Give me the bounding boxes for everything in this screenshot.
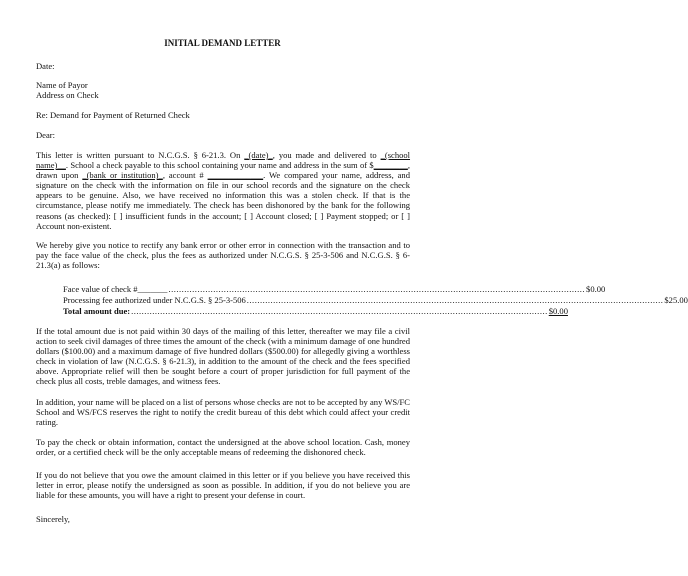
fee-label: Processing fee authorized under N.C.G.S. § 25-3-506 (63, 295, 246, 305)
bank-field: _(bank or institution)_ (82, 170, 163, 181)
p1-text-1: This letter is written pursuant to N.C.G.S. § 6-21.3. On (36, 150, 245, 160)
letter-title: INITIAL DEMAND LETTER (164, 38, 281, 48)
fee-label: Face value of check #_______ (63, 284, 168, 294)
account-number-field: _____________ (207, 170, 264, 181)
closing: Sincerely, (36, 514, 70, 524)
payor-address: Address on Check (36, 90, 99, 100)
p1-text-3: . School a check payable to this school containing your name and address in the sum of $ (65, 160, 374, 171)
date-line: Date: (36, 61, 55, 71)
p1-text-6: . We compared your name, address, and signature on the check with the information on file in our school records and the signature on the check appears to be genuine. Also, we have received no information this was a stolen check. If that is the circumstance, please notify me immediately. The check has been dishonored by the bank for the following reasons (as checked): [ ] insufficient funds in the account; [ ] Account closed; [ ] Payment stopped; or [ ] Account non-existent. (36, 170, 410, 231)
school-name-field: _(school name)__ (36, 150, 411, 171)
fee-row-total (63, 306, 568, 316)
date-field: _(date)_ (244, 150, 273, 160)
fee-amount: $0.00 (548, 306, 568, 316)
fee-leader-dots: .............................................................................................................................................................. (246, 295, 664, 305)
paragraph-payment-info: To pay the check or obtain information, contact the undersigned at the above school location. Cash, money order, or a certified check will be the only acceptable means of redeeming the dishonored check. (36, 437, 410, 458)
fee-leader-dots: .............................................................................................................................................................. (131, 306, 548, 316)
check-sum-field: ________ (373, 160, 408, 171)
paragraph-civil-action: If the total amount due is not paid within 30 days of the mailing of this letter, thereafter we may file a civil action to seek civil damages of three times the amount of the check (with a minimum damage of one hundred dollars ($100.00) and a maximum damage of five hundred dollars ($500.00) for allegedly giving a worthless check in violation of law (N.C.G.S. § 6-21.3), in addition to the amount of the check and the fees specified above. Appropriate relief will then be sought before a court of proper jurisdiction for full payment of the check plus all costs, treble damages, and witness fees. (36, 326, 410, 387)
fee-amount: $25.00 (664, 295, 688, 305)
p1-text-5: , account # (162, 170, 208, 181)
paragraph-notice: We hereby give you notice to rectify any bank error or other error in connection with the transaction and to pay the face value of the check, plus the fees as authorized under N.C.G.S. § 25-3-506 and N.C.G.S. § 6-21.3(a) as follows: (36, 240, 410, 271)
salutation: Dear: (36, 130, 55, 140)
fee-row-face-value (63, 284, 606, 294)
p1-text-2: , you made and delivered to (272, 150, 381, 160)
paragraph-credit-notice: In addition, your name will be placed on a list of persons whose checks are not to be accepted by any WS/FC School and WS/FCS reserves the right to notify the credit bureau of this debt which could affect your credit rating. (36, 397, 410, 428)
fee-amount: $0.00 (586, 284, 606, 294)
fee-label: Total amount due: (63, 306, 131, 316)
fee-row-processing-fee (63, 295, 688, 305)
paragraph-dispute: If you do not believe that you owe the amount claimed in this letter or if you believe you have received this letter in error, please notify the undersigned as soon as possible. In addition, if you do not believe you are liable for these amounts, you will have a right to present your defense in court. (36, 470, 410, 501)
fee-leader-dots: .............................................................................................................................................................. (168, 284, 586, 294)
payor-name: Name of Payor (36, 80, 88, 90)
re-line: Re: Demand for Payment of Returned Check (36, 110, 190, 120)
paragraph-check-details (36, 150, 410, 231)
p1-text-4: , drawn upon (36, 160, 410, 181)
